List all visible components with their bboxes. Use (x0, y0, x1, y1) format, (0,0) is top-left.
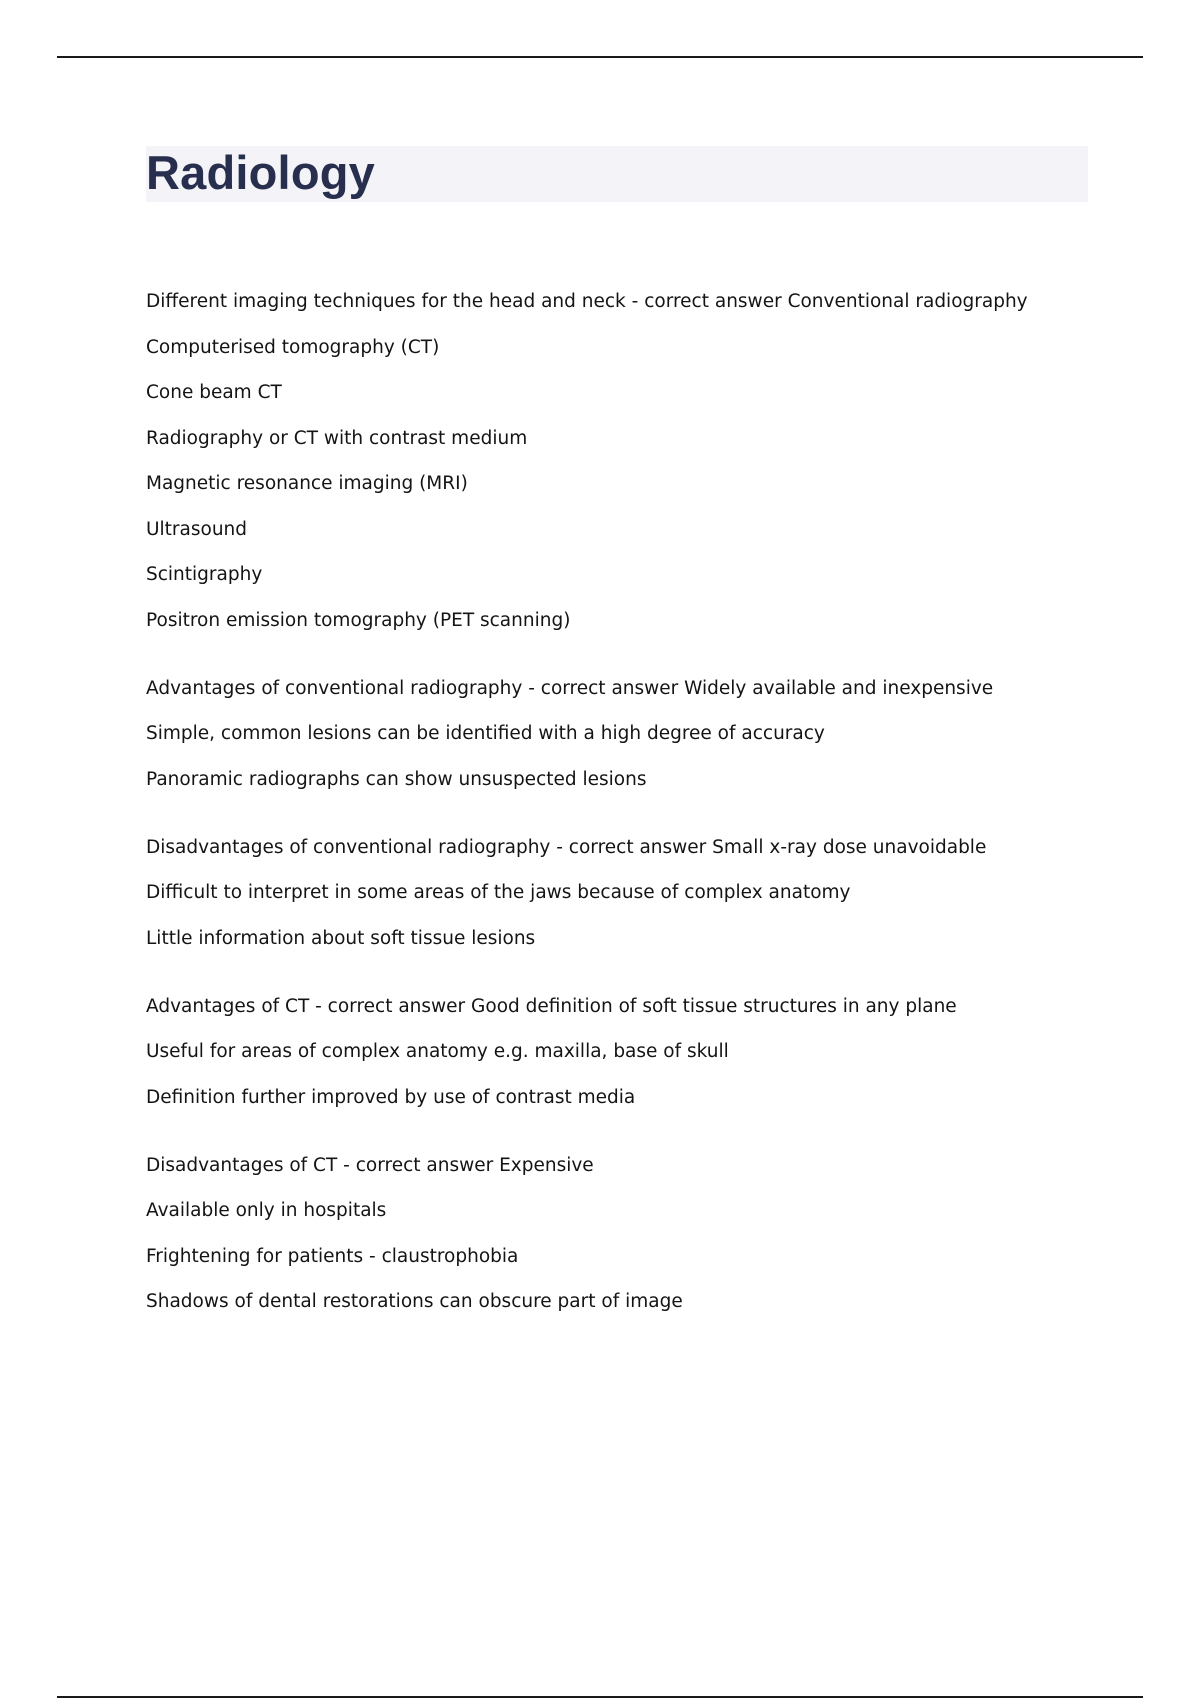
top-rule (57, 56, 1143, 58)
bottom-rule (57, 1696, 1143, 1698)
answer-text: Widely available and inexpensive (684, 677, 994, 699)
answer-separator: - correct answer (522, 677, 685, 699)
question-text: Disadvantages of conventional radiography (146, 836, 551, 858)
answer-line: Cone beam CT (146, 382, 282, 403)
answer-text: Small x-ray dose unavoidable (712, 836, 987, 858)
document-body (146, 291, 1146, 1359)
qa-question-line (146, 996, 1146, 1018)
answer-separator: - correct answer (337, 1154, 500, 1176)
answer-text: Good definition of soft tissue structures in any plane (471, 995, 957, 1017)
answer-line: Shadows of dental restorations can obscure part of image (146, 1291, 683, 1312)
qa-question-line (146, 837, 1146, 859)
answer-line: Frightening for patients - claustrophobia (146, 1245, 519, 1267)
qa-block (146, 996, 1146, 1109)
question-text: Disadvantages of CT (146, 1154, 338, 1176)
answer-line: Definition further improved by use of contrast media (146, 1086, 636, 1108)
answer-line: Available only in hospitals (146, 1200, 387, 1221)
answer-text: Expensive (499, 1154, 594, 1176)
answer-line: Computerised tomography (CT) (146, 336, 440, 358)
answer-line: Magnetic resonance imaging (MRI) (146, 473, 468, 494)
answer-line: Little information about soft tissue lesions (146, 927, 536, 949)
qa-question-line (146, 678, 1146, 700)
answer-line: Scintigraphy (146, 564, 263, 585)
qa-question-line (146, 291, 1146, 313)
question-text: Advantages of conventional radiography (146, 677, 523, 699)
answer-separator: - correct answer (625, 291, 788, 312)
answer-line: Radiography or CT with contrast medium (146, 427, 528, 449)
qa-block (146, 1155, 1146, 1314)
qa-question-line (146, 1155, 1146, 1177)
answer-line: Panoramic radiographs can show unsuspected lesions (146, 768, 647, 790)
answer-separator: - correct answer (309, 995, 472, 1017)
answer-line: Difficult to interpret in some areas of the jaws because of complex anatomy (146, 882, 851, 903)
qa-block (146, 678, 1146, 791)
answer-line: Ultrasound (146, 518, 248, 540)
qa-block (146, 291, 1146, 632)
page-title: Radiology (146, 146, 375, 199)
question-text: Advantages of CT (146, 995, 310, 1017)
answer-line: Simple, common lesions can be identified with a high degree of accuracy (146, 723, 825, 744)
question-text: Different imaging techniques for the head and neck (146, 291, 626, 312)
answer-text: Conventional radiography (787, 291, 1028, 312)
answer-line: Positron emission tomography (PET scanning) (146, 609, 571, 631)
answer-separator: - correct answer (550, 836, 713, 858)
qa-block (146, 837, 1146, 950)
answer-line: Useful for areas of complex anatomy e.g. maxilla, base of skull (146, 1041, 729, 1062)
